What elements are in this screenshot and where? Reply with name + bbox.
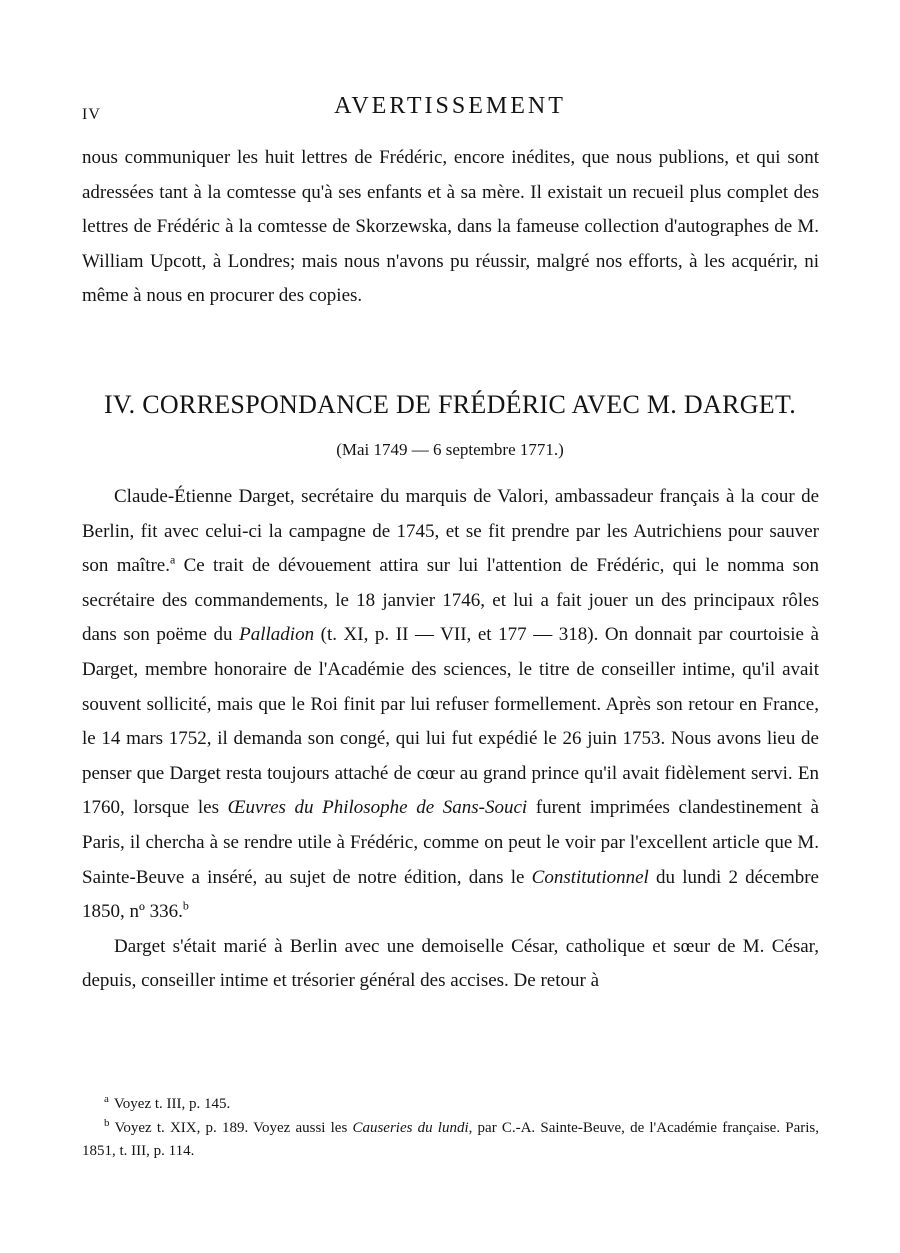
- section-heading: IV. CORRESPONDANCE DE FRÉDÉRIC AVEC M. DARGET.: [103, 390, 797, 419]
- footnote-a: [82, 1093, 819, 1117]
- section-dates: (Mai 1749 — 6 septembre 1771.): [336, 440, 564, 459]
- intro-text: [82, 141, 819, 314]
- intro-paragraph: nous communiquer les huit lettres de Frédéric, encore inédites, que nous publions, et qui sont adressées tant à la comtesse qu'à ses enfants et à sa mère. Il existait un recueil plus complet des lettres de Frédéric à la comtesse de Skorzewska, dans la fameuse collection d'autographes de M. William Upcott, à Londres; mais nous n'avons pu réussir, malgré nos efforts, à les acquérir, ni même à nous en procurer des copies.: [82, 147, 819, 307]
- footnote-text: Voyez t. XIX, p. 189. Voyez aussi les: [114, 1119, 353, 1136]
- paragraph-text: Ce trait de dévouement attira sur lui l'attention de Frédéric, qui le nomma son secrétaire des commandements, le 18 janvier 1746, et lui a fait jouer un des principaux rôles dans son poëme du: [82, 555, 819, 646]
- footnote-text: Voyez t. III, p. 145.: [113, 1096, 231, 1112]
- paragraph-text: Claude-Étienne Darget, secrétaire du marquis de Valori, ambassadeur français à la cour de Berlin, fit avec celui-ci la campagne de 1745, et se fit prendre par les Autrichiens pour sauver son maître.: [82, 486, 819, 577]
- page-number: IV: [82, 106, 101, 123]
- paragraph-text: (t. XI, p. II — VII, et 177 — 318). On donnait par courtoisie à Darget, membre honoraire de l'Académie des sciences, le titre de conseiller intime, qu'il avait souvent sollicité, mais que le Roi finit par lui refuser formellement. Après son retour en France, le 14 mars 1752, il demanda son congé, qui lui fut expédié le 26 juin 1753. Nous avons lieu de penser que Darget resta toujours attaché de cœur au grand prince qu'il avait fidèlement servi. En 1760, lorsque les: [82, 624, 819, 819]
- running-title: AVERTISSEMENT: [334, 93, 566, 119]
- work-title-oeuvres: Œuvres du Philosophe de Sans-Souci: [227, 797, 528, 819]
- footnote-text: , par C.-A. Sainte-Beuve, de l'Académie française. Paris, 1851, t. III, p. 114.: [82, 1119, 820, 1159]
- paragraph-text: du lundi 2 décembre 1850, nº 336.: [82, 866, 819, 923]
- footnotes: [82, 1093, 819, 1164]
- section-body: [82, 480, 819, 999]
- newspaper-title: Constitutionnel: [531, 866, 649, 888]
- footnote-mark: b: [104, 1116, 110, 1129]
- work-title-palladion: Palladion: [239, 624, 315, 646]
- footnote-ref-a: a: [169, 552, 176, 567]
- paragraph-text: furent imprimées clandestinement à Paris, il chercha à se rendre utile à Frédéric, comme on peut le voir par l'excellent article que M. Sainte-Beuve a inséré, au sujet de notre édition, dans le: [82, 797, 819, 888]
- paragraph-darget-marriage: Darget s'était marié à Berlin avec une demoiselle César, catholique et sœur de M. César, depuis, conseiller intime et trésorier général des accises. De retour à: [82, 935, 819, 992]
- footnote-b: [82, 1117, 819, 1164]
- footnote-ref-b: b: [182, 898, 189, 913]
- footnote-mark: a: [104, 1093, 109, 1105]
- paragraph-darget-biography: [82, 480, 819, 930]
- work-title-causeries: Causeries du lundi: [352, 1119, 469, 1136]
